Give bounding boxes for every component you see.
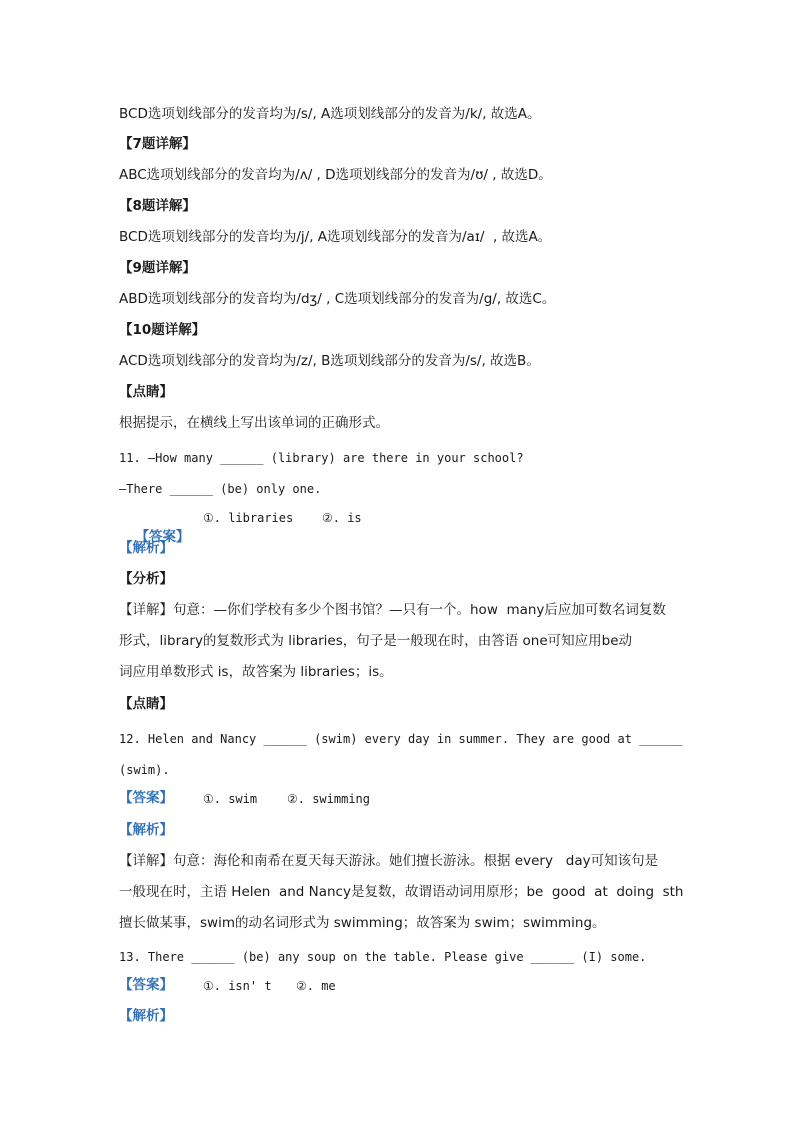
q11-answer-2: ②. is [322,511,362,525]
q13-answer-1: ①. isn' t [203,979,272,993]
q12-answer-label: 【答案】 [119,790,173,806]
tip-heading: 【点睛】 [119,384,173,400]
q12-question-cont: (swim). [119,763,170,777]
q11-analyze-label: 【分析】 [119,571,173,587]
q11-analysis-label: 【解析】 [119,540,173,556]
q12-analysis-label: 【解析】 [119,822,173,838]
q8-explanation: BCD选项划线部分的发音均为/j/, A选项划线部分的发音为/aɪ/ , 故选A。 [119,229,552,245]
q6-explanation: BCD选项划线部分的发音均为/s/, A选项划线部分的发音为/k/, 故选A。 [119,106,541,122]
q9-heading: 【9题详解】 [119,260,196,276]
q13-question: 13. There ______ (be) any soup on the table. Please give ______ (I) some. [119,950,647,964]
q10-heading: 【10题详解】 [119,322,206,338]
q11-detail-1: 【详解】句意：—你们学校有多少个图书馆？—只有一个。how many后应加可数名词复数 [119,602,666,618]
q13-answer-label: 【答案】 [119,977,173,993]
q12-detail-2: 一般现在时，主语 Helen and Nancy是复数，故谓语动词用原形；be good at doing sth [119,884,684,900]
answer-label: 【答案】 [135,529,190,545]
q12-detail-3: 擅长做某事，swim的动名词形式为 swimming；故答案为 swim；swimming。 [119,915,606,931]
q13-answer-2: ②. me [296,979,336,993]
q11-answer-1: ①. libraries [203,511,294,525]
q7-heading: 【7题详解】 [119,136,196,152]
q8-heading: 【8题详解】 [119,198,196,214]
q12-question: 12. Helen and Nancy ______ (swim) every day in summer. They are good at ______ [119,732,683,746]
q11-detail-3: 词应用单数形式 is，故答案为 libraries；is。 [119,664,393,680]
q11-answer-line: —There ______ (be) only one. [119,482,322,496]
q12-detail-1: 【详解】句意：海伦和南希在夏天每天游泳。她们擅长游泳。根据 every day可知该句是 [119,853,659,869]
q10-explanation: ACD选项划线部分的发音均为/z/, B选项划线部分的发音为/s/, 故选B。 [119,353,540,369]
q11-detail-2: 形式，library的复数形式为 libraries，句子是一般现在时，由答语 one可知应用be动 [119,633,633,649]
q12-answer-2: ②. swimming [287,792,371,806]
q9-explanation: ABD选项划线部分的发音均为/dʒ/ , C选项划线部分的发音为/g/, 故选C。 [119,291,556,307]
q11-tip-label: 【点睛】 [119,696,173,712]
q12-answer-1: ①. swim [203,792,258,806]
q13-analysis-label: 【解析】 [119,1008,173,1024]
q11-question: 11. —How many ______ (library) are there in your school? [119,451,524,465]
q7-explanation: ABC选项划线部分的发音均为/ʌ/ , D选项划线部分的发音为/ʊ/ , 故选D。 [119,167,552,183]
section-instruction: 根据提示，在横线上写出该单词的正确形式。 [119,415,389,431]
